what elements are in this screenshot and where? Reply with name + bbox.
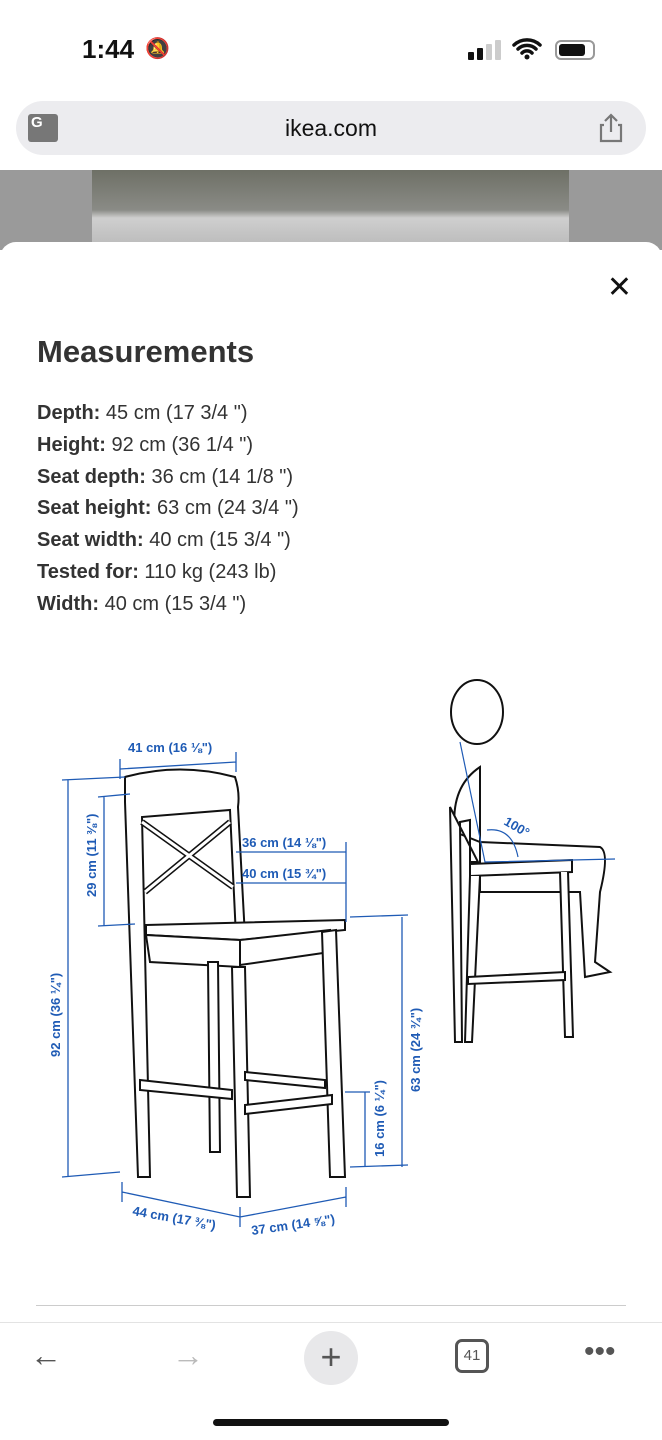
- measurements-sheet: [0, 242, 662, 1322]
- spec-row: [37, 430, 299, 462]
- spec-label: Width:: [37, 592, 100, 615]
- address-bar[interactable]: [16, 101, 646, 155]
- product-image-dimmed: [0, 170, 662, 250]
- dim-seat-width: 40 cm (15 ¾"): [242, 866, 327, 881]
- stool-drawing: [125, 770, 345, 1198]
- spec-row: [37, 398, 299, 430]
- signal-icon: [468, 40, 501, 60]
- divider: [36, 1305, 626, 1306]
- dim-total-height: 92 cm (36 ¼"): [48, 972, 63, 1057]
- wifi-icon: [512, 36, 542, 60]
- new-tab-button[interactable]: +: [304, 1331, 358, 1385]
- spec-row: [37, 557, 299, 589]
- dim-seat-depth: 36 cm (14 ⅛"): [242, 835, 327, 850]
- spec-label: Depth:: [37, 402, 101, 424]
- dim-angle: 100°: [501, 813, 533, 841]
- spec-row: [37, 589, 299, 621]
- spec-row: [37, 493, 299, 525]
- spec-label: Seat width:: [37, 529, 144, 552]
- spec-value: 92 cm (36 1/4 "): [111, 433, 254, 456]
- spec-label: Seat depth:: [37, 465, 146, 488]
- translate-icon[interactable]: G: [28, 114, 58, 142]
- status-bar: [0, 0, 662, 100]
- spec-label: Height:: [37, 433, 106, 456]
- spec-value: 40 cm (15 3/4 "): [104, 592, 247, 615]
- tab-switcher-button[interactable]: 41: [455, 1339, 489, 1373]
- dim-top-width: 41 cm (16 ⅛"): [128, 740, 213, 755]
- spec-value: 40 cm (15 3/4 "): [149, 529, 291, 552]
- spec-row: [37, 462, 299, 494]
- dim-seat-height: 63 cm (24 ¾"): [408, 1007, 423, 1092]
- spec-row: [37, 525, 299, 557]
- dim-back-height: 29 cm (11 ⅜"): [84, 813, 99, 897]
- battery-icon: [555, 40, 595, 60]
- spec-value: 36 cm (14 1/8 "): [151, 465, 294, 488]
- spec-label: Seat height:: [37, 497, 152, 520]
- dim-base-depth: 44 cm (17 ⅜"): [131, 1203, 218, 1233]
- forward-arrow-icon[interactable]: →: [172, 1337, 204, 1373]
- sheet-title: Measurements: [37, 334, 255, 369]
- dim-base-width: 37 cm (14 ⅝"): [250, 1211, 336, 1238]
- spec-list: [37, 398, 299, 621]
- spec-label: Tested for:: [37, 560, 139, 583]
- dim-footrest-height: 16 cm (6 ¼"): [372, 1080, 387, 1157]
- url-text[interactable]: ikea.com: [284, 115, 378, 141]
- back-arrow-icon[interactable]: ←: [30, 1337, 62, 1373]
- bell-slash-icon: 🔕: [145, 38, 170, 60]
- share-icon[interactable]: [598, 113, 624, 143]
- spec-value: 63 cm (24 3/4 "): [157, 497, 299, 520]
- clock: 1:44: [82, 34, 135, 64]
- home-indicator: [213, 1419, 449, 1426]
- spec-value: 45 cm (17 3/4 "): [105, 402, 248, 424]
- spec-value: 110 kg (243 lb): [144, 560, 277, 583]
- dimension-diagram: [40, 662, 630, 1262]
- more-icon[interactable]: •••: [584, 1335, 616, 1368]
- close-icon[interactable]: ✕: [606, 271, 632, 304]
- browser-toolbar: [0, 1322, 662, 1440]
